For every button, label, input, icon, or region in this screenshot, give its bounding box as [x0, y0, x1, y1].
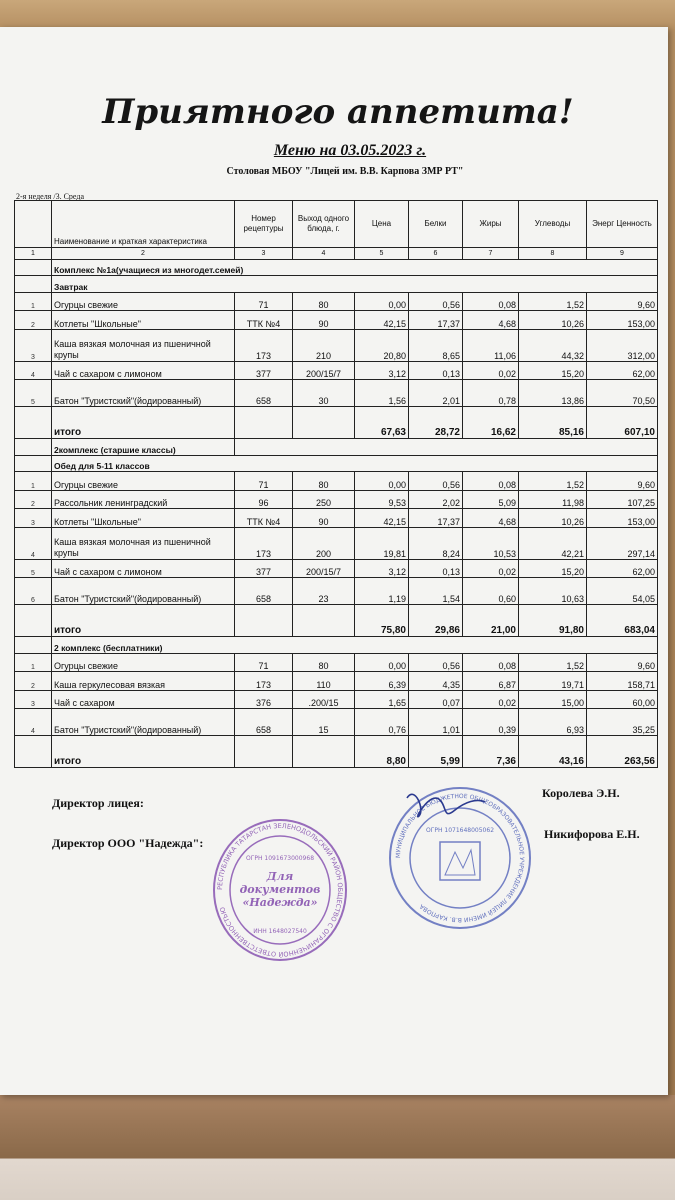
- cell-recipe: 658: [235, 709, 293, 736]
- cell-name: Чай с сахаром с лимоном: [52, 559, 235, 578]
- cell-n: 4: [15, 361, 52, 380]
- section-title: 2комплекс (старшие классы): [15, 439, 658, 455]
- cell-energy: 9,60: [587, 292, 658, 311]
- cell-name: Рассольник ленинградский: [52, 490, 235, 509]
- cell-carbs: 10,26: [519, 509, 587, 528]
- cell-price: 9,53: [355, 490, 409, 509]
- stamp-left-inn: ИНН 1648027540: [253, 928, 307, 935]
- cell-carbs: 10,63: [519, 578, 587, 605]
- director-ooo-label: Директор ООО "Надежда":: [52, 836, 204, 850]
- cell-recipe: 376: [235, 690, 293, 709]
- cell-yield: .200/15: [293, 690, 355, 709]
- cell-protein: 2,01: [409, 380, 463, 407]
- menu-item-row: [15, 311, 658, 330]
- cell-n: 1: [15, 292, 52, 311]
- cell-recipe: ТТК №4: [235, 311, 293, 330]
- stamp-right-ogrn: ОГРН 1071648005062: [425, 827, 495, 834]
- cell-price: 1,65: [355, 690, 409, 709]
- cell-recipe: 377: [235, 361, 293, 380]
- cell-recipe: 173: [235, 672, 293, 691]
- section-title: 2 комплекс (бесплатники): [15, 637, 658, 654]
- cell-recipe: 71: [235, 653, 293, 672]
- cell-protein: 8,65: [409, 329, 463, 361]
- cell-fat: 6,87: [463, 672, 519, 691]
- cell-carbs: 10,26: [519, 311, 587, 330]
- cell-protein: 2,02: [409, 490, 463, 509]
- company-stamp-left: [210, 815, 350, 965]
- cell-carbs: 6,93: [519, 709, 587, 736]
- menu-item-row: [15, 527, 658, 559]
- col-carbs: Углеводы: [519, 201, 587, 248]
- cell-n: 5: [15, 380, 52, 407]
- cell-energy: 60,00: [587, 690, 658, 709]
- cell-energy: 9,60: [587, 472, 658, 491]
- cell-n: 1: [15, 653, 52, 672]
- stamp-left-center: Для документов «Надежда»: [239, 870, 321, 909]
- cell-name: Батон "Туристский"(йодированный): [52, 578, 235, 605]
- menu-item-row: [15, 559, 658, 578]
- cell-protein: 0,56: [409, 653, 463, 672]
- cell-n: 5: [15, 559, 52, 578]
- cell-protein: 1,01: [409, 709, 463, 736]
- cell-carbs: 1,52: [519, 292, 587, 311]
- cell-yield: 200/15/7: [293, 361, 355, 380]
- cell-protein: 17,37: [409, 509, 463, 528]
- cell-price: 19,81: [355, 527, 409, 559]
- stamp-left-ogrn: ОГРН 1091673000968: [245, 855, 315, 862]
- cell-name: Каша вязкая молочная из пшеничной крупы: [52, 527, 235, 559]
- cell-n: 1: [15, 472, 52, 491]
- school-name: Столовая МБОУ "Лицей им. В.В. Карпова ЗМР РТ": [226, 166, 464, 177]
- cell-protein: 0,56: [409, 292, 463, 311]
- cell-price: 0,00: [355, 292, 409, 311]
- cell-carbs: 42,21: [519, 527, 587, 559]
- wooden-table-bottom: [0, 1095, 675, 1200]
- cell-fat: 0,02: [463, 690, 519, 709]
- cell-carbs: 15,20: [519, 361, 587, 380]
- cell-n: 3: [15, 690, 52, 709]
- cell-energy: 62,00: [587, 361, 658, 380]
- stamp-left-ring-text: РЕСПУБЛИКА ТАТАРСТАН ЗЕЛЕНОДОЛЬСКИЙ РАЙОН ОБЩЕСТВО С ОГРАНИЧЕННОЙ ОТВЕТСТВЕННОСТЬЮ: [215, 821, 345, 959]
- cell-carbs: 44,32: [519, 329, 587, 361]
- cell-energy: 35,25: [587, 709, 658, 736]
- cell-protein: 1,54: [409, 578, 463, 605]
- col-energy: Энерг Ценность: [587, 201, 658, 248]
- cell-name: Чай с сахаром: [52, 690, 235, 709]
- signer-name-2: Никифорова Е.Н.: [544, 827, 640, 841]
- cell-price: 0,00: [355, 653, 409, 672]
- cell-recipe: 658: [235, 380, 293, 407]
- cell-carbs: 11,98: [519, 490, 587, 509]
- cell-carbs: 13,86: [519, 380, 587, 407]
- menu-item-row: [15, 380, 658, 407]
- menu-item-row: [15, 509, 658, 528]
- cell-yield: 23: [293, 578, 355, 605]
- stamp-right-ring-text: МУНИЦИПАЛЬНОЕ БЮДЖЕТНОЕ ОБЩЕОБРАЗОВАТЕЛЬНОЕ УЧРЕЖДЕНИЕ ЛИЦЕЙ ИМЕНИ В.В. КАРПОВА: [394, 792, 526, 924]
- cell-price: 42,15: [355, 311, 409, 330]
- cell-energy: 297,14: [587, 527, 658, 559]
- cell-protein: 4,35: [409, 672, 463, 691]
- cell-name: Котлеты "Школьные": [52, 311, 235, 330]
- cell-yield: 110: [293, 672, 355, 691]
- cell-protein: 0,13: [409, 361, 463, 380]
- cell-fat: 0,08: [463, 472, 519, 491]
- cell-price: 42,15: [355, 509, 409, 528]
- cell-yield: 80: [293, 292, 355, 311]
- menu-date: Меню на 03.05.2023 г.: [273, 142, 427, 159]
- cell-yield: 210: [293, 329, 355, 361]
- cell-fat: 4,68: [463, 509, 519, 528]
- cell-energy: 153,00: [587, 311, 658, 330]
- cell-recipe: 173: [235, 329, 293, 361]
- col-yield: Выход одного блюда, г.: [293, 201, 355, 248]
- cell-yield: 80: [293, 653, 355, 672]
- meal-title: Завтрак: [15, 276, 658, 293]
- total-row: итого 75,80 29,86 21,00 91,80 683,04: [15, 605, 658, 637]
- cell-recipe: 658: [235, 578, 293, 605]
- cell-name: Котлеты "Школьные": [52, 509, 235, 528]
- cell-name: Огурцы свежие: [52, 292, 235, 311]
- cell-fat: 10,53: [463, 527, 519, 559]
- week-day: 2-я неделя /3. Среда: [16, 192, 84, 201]
- cell-fat: 0,78: [463, 380, 519, 407]
- cell-yield: 250: [293, 490, 355, 509]
- col-fat: Жиры: [463, 201, 519, 248]
- cell-energy: 62,00: [587, 559, 658, 578]
- cell-fat: 0,02: [463, 361, 519, 380]
- cell-yield: 90: [293, 509, 355, 528]
- cell-protein: 17,37: [409, 311, 463, 330]
- cell-name: Батон "Туристский"(йодированный): [52, 380, 235, 407]
- cell-price: 3,12: [355, 361, 409, 380]
- cell-n: 2: [15, 672, 52, 691]
- cell-n: 2: [15, 311, 52, 330]
- cell-energy: 9,60: [587, 653, 658, 672]
- cell-price: 1,19: [355, 578, 409, 605]
- cell-energy: 312,00: [587, 329, 658, 361]
- cell-name: Огурцы свежие: [52, 653, 235, 672]
- cell-price: 0,76: [355, 709, 409, 736]
- section-title: Комплекс №1а(учащиеся из многодет.семей): [15, 259, 658, 275]
- menu-item-row: [15, 690, 658, 709]
- cell-carbs: 15,20: [519, 559, 587, 578]
- cell-n: 4: [15, 527, 52, 559]
- cell-protein: 8,24: [409, 527, 463, 559]
- cell-price: 0,00: [355, 472, 409, 491]
- cell-price: 3,12: [355, 559, 409, 578]
- cell-yield: 200: [293, 527, 355, 559]
- cell-protein: 0,07: [409, 690, 463, 709]
- menu-item-row: [15, 329, 658, 361]
- cell-protein: 0,56: [409, 472, 463, 491]
- cell-recipe: 71: [235, 472, 293, 491]
- school-stamp-right: [385, 780, 535, 930]
- cell-energy: 153,00: [587, 509, 658, 528]
- col-name: Наименование и краткая характеристика: [52, 201, 235, 248]
- cell-energy: 158,71: [587, 672, 658, 691]
- cell-yield: 80: [293, 472, 355, 491]
- cell-fat: 4,68: [463, 311, 519, 330]
- cell-n: 2: [15, 490, 52, 509]
- cell-fat: 0,08: [463, 653, 519, 672]
- cell-carbs: 1,52: [519, 472, 587, 491]
- cell-energy: 107,25: [587, 490, 658, 509]
- cell-recipe: 71: [235, 292, 293, 311]
- cell-energy: 70,50: [587, 380, 658, 407]
- cell-price: 1,56: [355, 380, 409, 407]
- signer-name-1: Королева Э.Н.: [542, 786, 620, 800]
- col-protein: Белки: [409, 201, 463, 248]
- cell-n: 4: [15, 709, 52, 736]
- meal-title: Обед для 5-11 классов: [15, 455, 658, 472]
- cell-recipe: 377: [235, 559, 293, 578]
- cell-name: Батон "Туристский"(йодированный): [52, 709, 235, 736]
- cell-yield: 200/15/7: [293, 559, 355, 578]
- cell-name: Огурцы свежие: [52, 472, 235, 491]
- cell-recipe: ТТК №4: [235, 509, 293, 528]
- menu-item-row: [15, 709, 658, 736]
- cell-fat: 11,06: [463, 329, 519, 361]
- cell-carbs: 15,00: [519, 690, 587, 709]
- cell-carbs: 1,52: [519, 653, 587, 672]
- menu-item-row: [15, 490, 658, 509]
- col-price: Цена: [355, 201, 409, 248]
- total-row: итого 8,80 5,99 7,36 43,16 263,56: [15, 736, 658, 768]
- cell-yield: 90: [293, 311, 355, 330]
- cell-price: 20,80: [355, 329, 409, 361]
- page-title: Приятного аппетита!: [102, 92, 574, 132]
- cell-n: 6: [15, 578, 52, 605]
- header-row: [15, 201, 658, 248]
- total-row: итого 67,63 28,72 16,62 85,16 607,10: [15, 407, 658, 439]
- director-lyceum-label: Директор лицея:: [52, 796, 144, 810]
- menu-item-row: [15, 672, 658, 691]
- cell-recipe: 173: [235, 527, 293, 559]
- cell-recipe: 96: [235, 490, 293, 509]
- menu-item-row: [15, 361, 658, 380]
- index-row: 1 2 3 4 5 6 7 8 9: [15, 248, 658, 259]
- col-recipe: Номер рецептуры: [235, 201, 293, 248]
- cell-fat: 0,39: [463, 709, 519, 736]
- svg-text:МУНИЦИПАЛЬНОЕ БЮДЖЕТНОЕ ОБЩЕОБ: [395, 793, 525, 923]
- cell-yield: 15: [293, 709, 355, 736]
- cell-name: Каша геркулесовая вязкая: [52, 672, 235, 691]
- cell-fat: 5,09: [463, 490, 519, 509]
- cell-name: Каша вязкая молочная из пшеничной крупы: [52, 329, 235, 361]
- cell-protein: 0,13: [409, 559, 463, 578]
- menu-table: [14, 200, 658, 768]
- cell-fat: 0,60: [463, 578, 519, 605]
- menu-item-row: [15, 472, 658, 491]
- cell-name: Чай с сахаром с лимоном: [52, 361, 235, 380]
- cell-n: 3: [15, 329, 52, 361]
- menu-item-row: [15, 578, 658, 605]
- cell-energy: 54,05: [587, 578, 658, 605]
- cell-n: 3: [15, 509, 52, 528]
- cell-yield: 30: [293, 380, 355, 407]
- cell-carbs: 19,71: [519, 672, 587, 691]
- cell-fat: 0,08: [463, 292, 519, 311]
- menu-item-row: [15, 653, 658, 672]
- cell-price: 6,39: [355, 672, 409, 691]
- cell-fat: 0,02: [463, 559, 519, 578]
- menu-item-row: [15, 292, 658, 311]
